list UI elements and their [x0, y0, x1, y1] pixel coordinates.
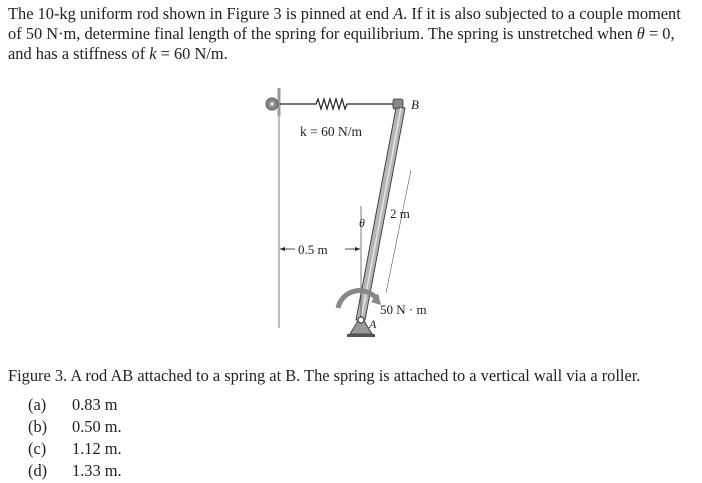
choice-b	[28, 416, 122, 438]
choice-label: (d)	[28, 461, 48, 480]
choice-label: (b)	[28, 417, 48, 436]
figure-rod-spring	[250, 88, 450, 338]
label-a: A	[369, 317, 377, 331]
choice-a	[28, 394, 122, 416]
problem-text-2: . If it is also subjected to a couple moment of 50 N·m, determine final length of the spring for equilibrium. The spring is unstretched when	[8, 4, 681, 43]
stiffness-symbol: k	[149, 44, 157, 63]
choice-c	[28, 438, 122, 460]
choice-label: (a)	[28, 395, 47, 414]
problem-text-4: = 60 N/m.	[156, 44, 228, 63]
rod-length-label: 2 m	[390, 206, 410, 221]
choice-d	[28, 460, 122, 482]
problem-text-3: = 0, and has a stiffness of	[8, 24, 675, 63]
choice-value: 1.33 m.	[72, 461, 122, 480]
offset-label: 0.5 m	[298, 242, 328, 257]
answer-choices	[28, 394, 122, 482]
problem-statement	[8, 4, 698, 64]
moment-label: 50 N · m	[380, 302, 427, 317]
figure-caption: Figure 3. A rod AB attached to a spring at B. The spring is attached to a vertical wall via a roller.	[8, 366, 641, 385]
spring-stiffness-label: k = 60 N/m	[300, 124, 362, 139]
theta-symbol: θ	[636, 24, 645, 43]
choice-value: 1.12 m.	[72, 439, 122, 458]
pin-label: A	[393, 4, 404, 23]
wall-roller-icon	[266, 88, 279, 116]
spring-icon	[280, 99, 395, 109]
label-b: B	[411, 97, 419, 112]
choice-value: 0.50 m.	[72, 417, 122, 436]
angle-label: θ	[359, 216, 365, 230]
choice-label: (c)	[28, 439, 47, 458]
problem-text-1: The 10-kg uniform rod shown in Figure 3 is pinned at end	[8, 4, 394, 23]
choice-value: 0.83 m	[72, 395, 118, 414]
